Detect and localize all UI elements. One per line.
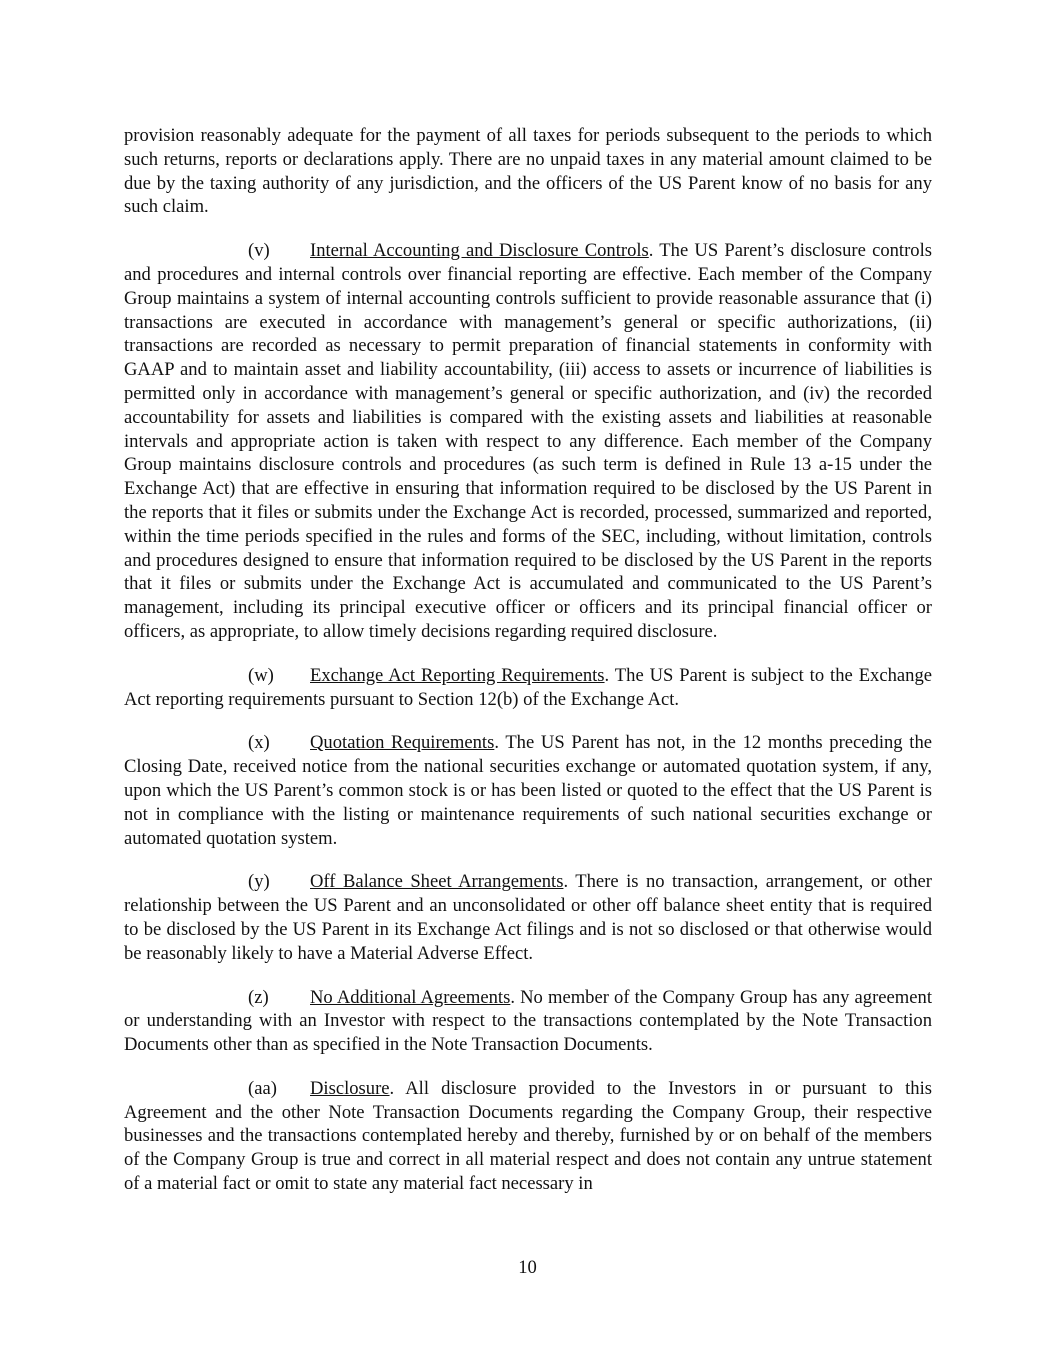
page-number: 10 (518, 1257, 537, 1278)
section-label: (w) (248, 664, 274, 686)
section-body: . The US Parent is subject to the Exchange Act reporting requirements pursuant to Section 12(b) of the Exchange Act. (124, 664, 932, 710)
section-label: (z) (248, 986, 269, 1008)
section-aa (124, 1077, 932, 1196)
section-heading: Internal Accounting and Disclosure Controls (310, 240, 649, 262)
section-x (124, 731, 932, 850)
section-body: . The US Parent has not, in the 12 months preceding the Closing Date, received notice from the national securities exchange or automated quotation system, if any, upon which the US Parent’s common stock is or has been listed or quoted to the effect that the US Parent is not in compliance with the listing or maintenance requirements of such national securities exchange or automated quotation system. (124, 732, 932, 849)
section-z (124, 986, 932, 1057)
section-heading: Disclosure (310, 1077, 390, 1099)
section-y (124, 870, 932, 965)
document-body (124, 124, 932, 1216)
section-heading: Exchange Act Reporting Requirements (310, 664, 605, 686)
section-label: (aa) (248, 1077, 277, 1099)
section-body: . No member of the Company Group has any agreement or understanding with an Investor with respect to the transactions contemplated by the Note Transaction Documents other than as specified in the Note Transaction Documents. (124, 986, 932, 1056)
section-body: . The US Parent’s disclosure controls and procedures and internal controls over financial reporting are effective. Each member of the Company Group maintains a system of internal accounting controls sufficient to provide reasonable assurance that (i) transactions are executed in accordance with management’s general or specific authorizations, (ii) transactions are recorded as necessary to permit preparation of financial statements in conformity with GAAP and to maintain asset and liability accountability, (iii) access to assets or incurrence of liabilities is permitted only in accordance with management’s general or specific authorization, and (iv) the recorded accountability for assets and liabilities is compared with the existing assets and liabilities at reasonable intervals and appropriate action is taken with respect to any difference. Each member of the Company Group maintains disclosure controls and procedures (as such term is defined in Rule 13 a-15 under the Exchange Act) that are effective in ensuring that information required to be disclosed by the US Parent in the reports that it files or submits under the Exchange Act is recorded, processed, summarized and reported, within the time periods specified in the rules and forms of the SEC, including, without limitation, controls and procedures designed to ensure that information required to be disclosed by the US Parent in the reports that it files or submits under the Exchange Act is accumulated and communicated to the US Parent’s management, including its principal executive officer or officers and its principal financial officer or officers, as appropriate, to allow timely decisions regarding required disclosure. (124, 240, 932, 642)
section-label: (v) (248, 240, 270, 262)
section-heading: Off Balance Sheet Arrangements (310, 871, 564, 893)
section-v (124, 239, 932, 644)
section-w (124, 664, 932, 712)
section-label: (x) (248, 732, 270, 754)
intro-paragraph: provision reasonably adequate for the payment of all taxes for periods subsequent to the periods to which such returns, reports or declarations apply. There are no unpaid taxes in any material amount claimed to be due by the taxing authority of any jurisdiction, and the officers of the US Parent know of no basis for any such claim. (124, 125, 932, 218)
section-heading: No Additional Agreements (310, 986, 511, 1008)
section-body: . All disclosure provided to the Investors in or pursuant to this Agreement and the other Note Transaction Documents regarding the Company Group, their respective businesses and the transactions contemplated hereby and thereby, furnished by or on behalf of the members of the Company Group is true and correct in all material respect and does not contain any untrue statement of a material fact or omit to state any material fact necessary in (124, 1077, 932, 1195)
section-heading: Quotation Requirements (310, 732, 495, 754)
section-label: (y) (248, 871, 270, 893)
section-body: . There is no transaction, arrangement, or other relationship between the US Parent and an unconsolidated or other off balance sheet entity that is required to be disclosed by the US Parent in its Exchange Act filings and is not so disclosed or that otherwise would be reasonably likely to have a Material Adverse Effect. (124, 871, 932, 964)
